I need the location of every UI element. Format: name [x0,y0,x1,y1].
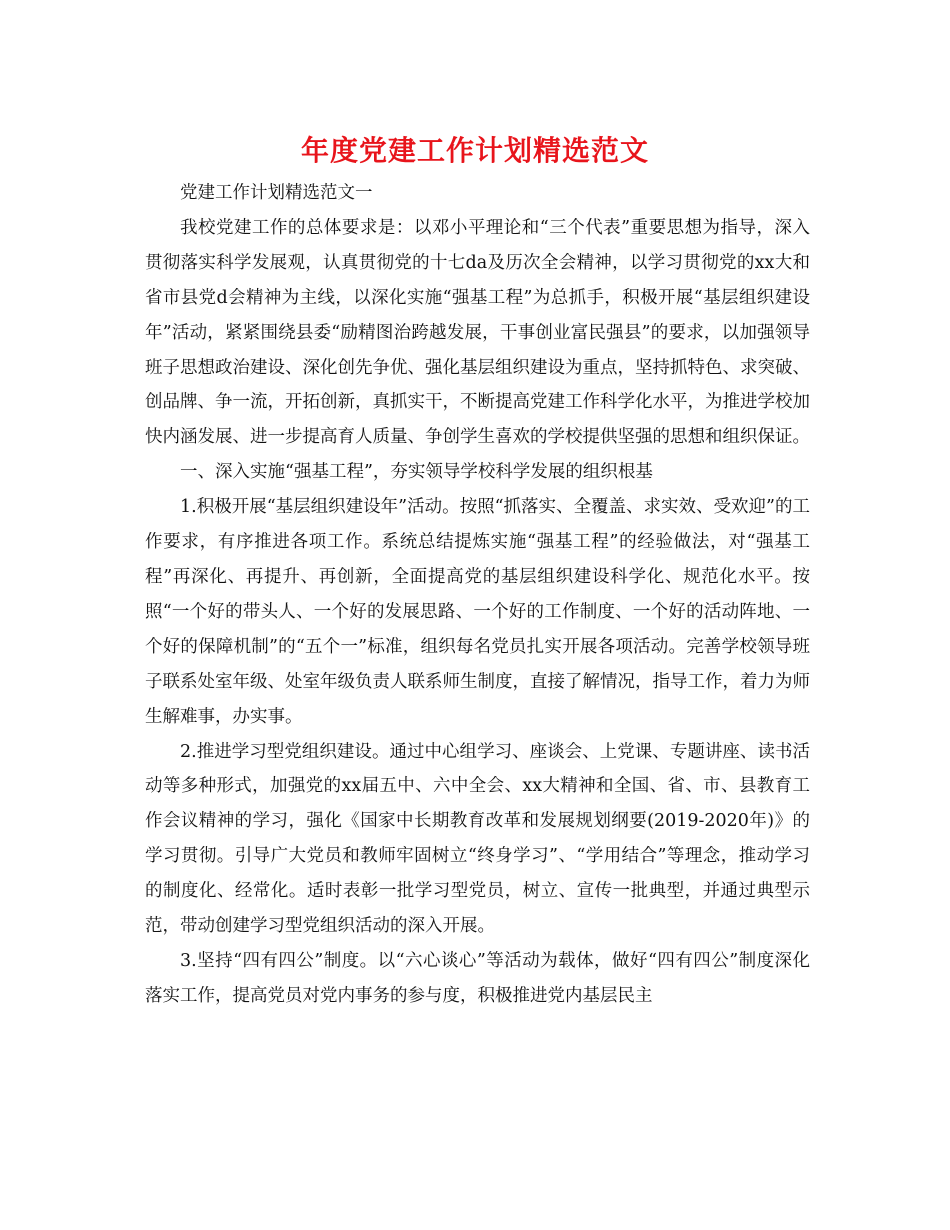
section-heading-1: 一、深入实施“强基工程”，夯实领导学校科学发展的组织根基 [180,462,653,483]
paragraph-general-requirements: 我校党建工作的总体要求是：以邓小平理论和“三个代表”重要思想为指导，深入贯彻落实科学发展观，认真贯彻党的十七da及历次全会精神，以学习贯彻党的xx大和省市县党d会精神为主线，以深化实施“强基工程”为总抓手，积极开展“基层组织建设年”活动，紧紧围绕县委“励精图治跨越发展，干事创业富民强县”的要求，以加强领导班子思想政治建设、深化创先争优、强化基层组织建设为重点，坚持抓特色、求突破、创品牌、争一流，开拓创新，真抓实干，不断提高党建工作科学化水平，为推进学校加快内涵发展、进一步提高育人质量、争创学生喜欢的学校提供坚强的思想和组织保证。 [145,217,810,448]
paragraph-item-2: 2.推进学习型党组织建设。通过中心组学习、座谈会、上党课、专题讲座、读书活动等多种形式，加强党的xx届五中、六中全会、xx大精神和全国、省、市、县教育工作会议精神的学习，强化《国家中长期教育改革和发展规划纲要(2019-2020年)》的学习贯彻。引导广大党员和教师牢固树立“终身学习”、“学用结合”等理念，推动学习的制度化、经常化。适时表彰一批学习型党员，树立、宣传一批典型，并通过典型示范，带动创建学习型党组织活动的深入开展。 [145,741,810,937]
paragraph-item-1: 1.积极开展“基层组织建设年”活动。按照“抓落实、全覆盖、求实效、受欢迎”的工作要求，有序推进各项工作。系统总结提炼实施“强基工程”的经验做法，对“强基工程”再深化、再提升、再创新，全面提高党的基层组织建设科学化、规范化水平。按照“一个好的带头人、一个好的发展思路、一个好的工作制度、一个好的活动阵地、一个好的保障机制”的“五个一”标准，组织每名党员扎实开展各项活动。完善学校领导班子联系处室年级、处室年级负责人联系师生制度，直接了解情况，指导工作，着力为师生解难事，办实事。 [145,497,810,727]
paragraph-item-3: 3.坚持“四有四公”制度。以“六心谈心”等活动为载体，做好“四有四公”制度深化落实工作，提高党员对党内事务的参与度，积极推进党内基层民主 [145,950,810,1006]
paragraph-subtitle: 党建工作计划精选范文一 [180,183,373,203]
document-title: 年度党建工作计划精选范文 [300,134,649,167]
document-body [145,176,810,1014]
